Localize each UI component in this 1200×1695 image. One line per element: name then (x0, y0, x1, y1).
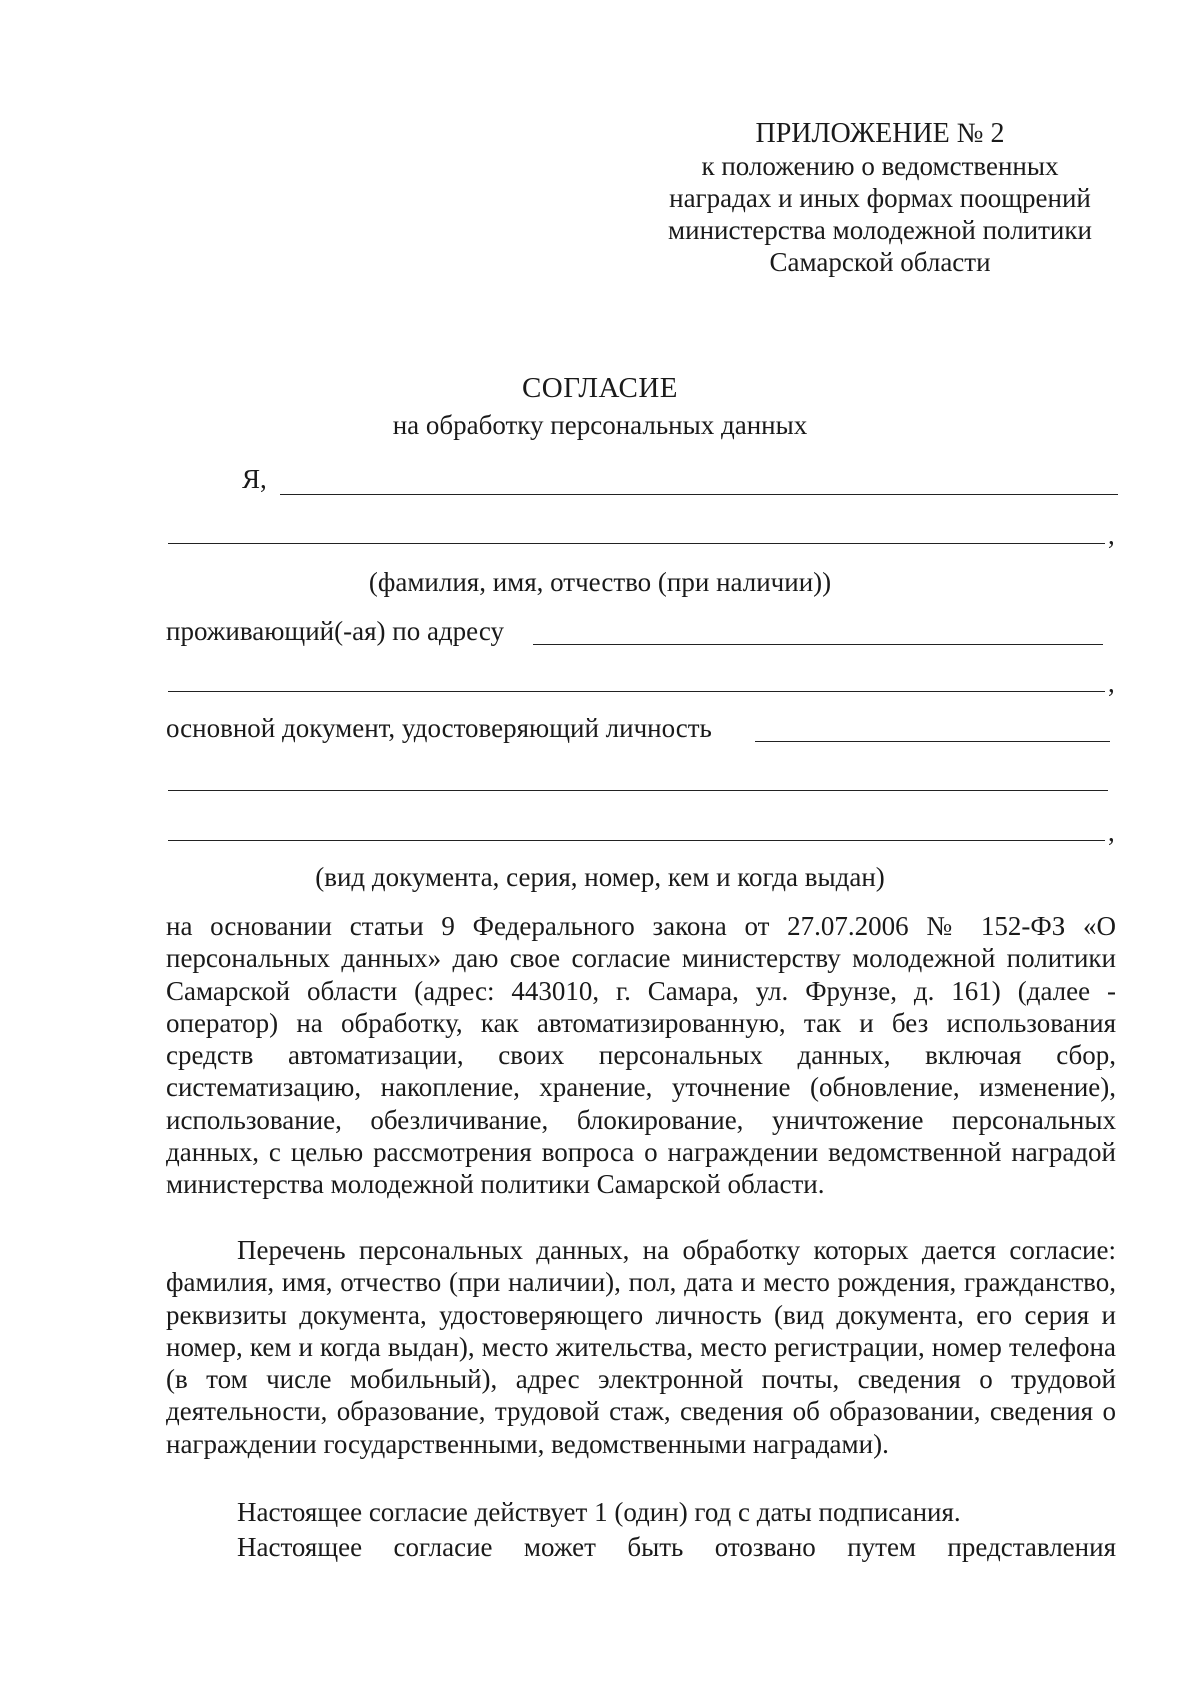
name-caption: (фамилия, имя, отчество (при наличии)) (368, 567, 832, 597)
document-field-line-3[interactable] (168, 840, 1105, 841)
appendix-line-3: министерства молодежной политики (668, 215, 1092, 245)
address-label: проживающий(-ая) по адресу (166, 616, 504, 646)
appendix-title: ПРИЛОЖЕНИЕ № 2 (755, 118, 1005, 149)
paragraph-1-text: на основании статьи 9 Федерального закона от 27.07.2006 № 152-ФЗ «О персональных данных» даю свое согласие министерству молодежной политики Самарской области (адрес: 443010, г. Самара, ул. Фрунзе, д. 161) (далее - оператор) на обработку, как автоматизированную, так и без использования средств автоматизации, своих персональных данных, включая сбор, систематизацию, накопление, хранение, уточнение (обновление, изменение), использование, обезличивание, блокирование, уничтожение персональных данных, с целью рассмотрения вопроса о награждении ведомственной наградой министерства молодежной политики Самарской области. (166, 911, 1116, 1200)
appendix-header (600, 118, 1160, 278)
document-label: основной документ, удостоверяющий личность (166, 713, 712, 743)
body-paragraph-1 (166, 910, 1116, 1201)
address-field-comma: , (1108, 668, 1115, 698)
document-subtitle: на обработку персональных данных (392, 410, 808, 440)
name-field-line-2[interactable] (168, 543, 1105, 544)
i-label: Я, (242, 464, 267, 494)
body-paragraph-2 (166, 1234, 1116, 1460)
name-field-comma: , (1108, 520, 1115, 550)
appendix-line-2: наградах и иных формах поощрений (669, 183, 1091, 213)
body-paragraph-3 (166, 1496, 1116, 1528)
paragraph-2-text: Перечень персональных данных, на обработку которых дается согласие: фамилия, имя, отчество (при наличии), пол, дата и место рождения, гражданство, реквизиты документа, удостоверяющего личность (вид документа, его серия и номер, кем и когда выдан), место жительства, место регистрации, номер телефона (в том числе мобильный), адрес электронной почты, сведения о трудовой деятельности, образование, трудовой стаж, сведения об образовании, сведения о награждении государственными, ведомственными наградами). (166, 1235, 1116, 1459)
paragraph-3-text: Настоящее согласие действует 1 (один) год с даты подписания. (237, 1497, 961, 1527)
document-title: СОГЛАСИЕ (521, 372, 679, 404)
appendix-line-1: к положению о ведомственных (701, 151, 1059, 181)
appendix-line-4: Самарской области (769, 247, 991, 277)
address-field-line-2[interactable] (168, 691, 1105, 692)
address-field-line-1[interactable] (533, 644, 1103, 645)
name-field-line-1[interactable] (280, 494, 1118, 495)
body-paragraph-4 (166, 1531, 1116, 1563)
paragraph-4-text: Настоящее согласие может быть отозвано путем представления (237, 1532, 1116, 1562)
document-field-line-2[interactable] (168, 790, 1108, 791)
document-field-line-1[interactable] (755, 741, 1110, 742)
document-field-comma: , (1108, 817, 1115, 847)
document-caption: (вид документа, серия, номер, кем и когда выдан) (315, 862, 885, 892)
